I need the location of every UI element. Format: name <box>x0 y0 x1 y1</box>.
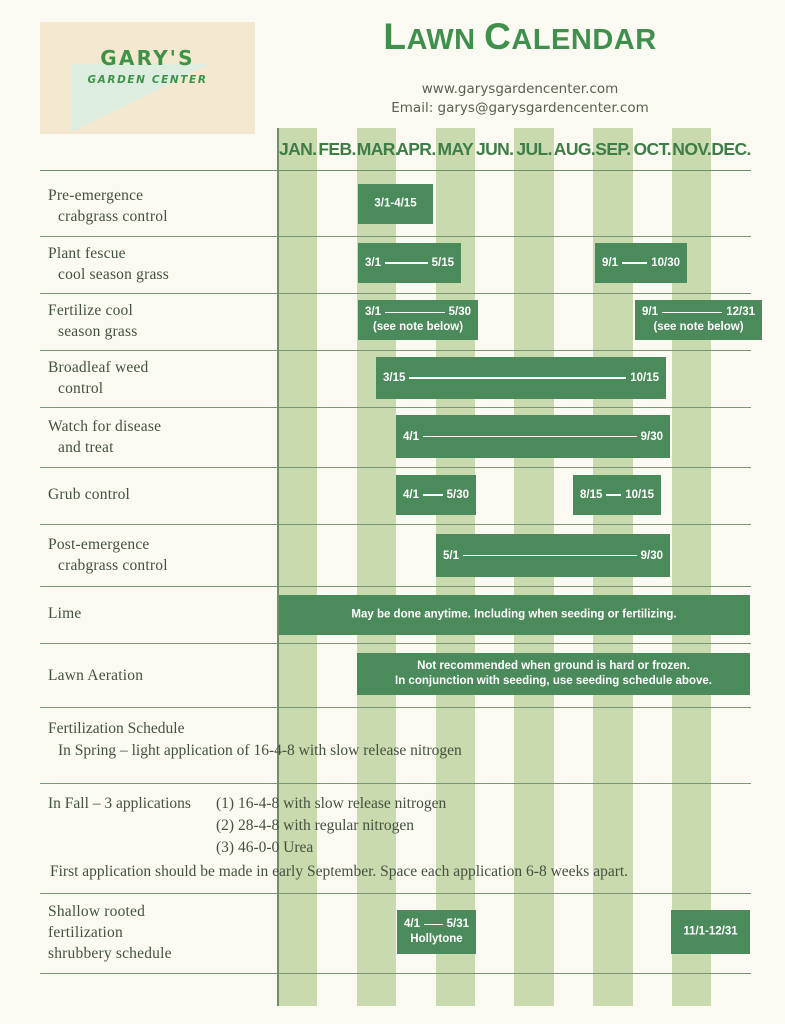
row-divider <box>40 293 751 294</box>
bar-start-date: 4/1 <box>403 489 419 501</box>
schedule-bar <box>358 243 461 283</box>
bar-end-date: 5/30 <box>448 306 471 318</box>
bar-connector-line <box>424 924 443 926</box>
bar-text: 11/1-12/31 <box>683 925 738 938</box>
schedule-bar <box>635 300 762 340</box>
bar-range-with-note <box>635 305 762 335</box>
bar-end-date: 10/15 <box>625 489 654 501</box>
month-label-dec: DEC. <box>711 139 751 159</box>
bar-connector-line <box>385 312 445 314</box>
bar-range-with-note <box>358 305 478 335</box>
row-divider <box>40 783 751 784</box>
bar-start-date: 8/15 <box>580 489 603 501</box>
bar-range <box>358 257 461 269</box>
fall-item-3: (3) 46-0-0 Urea <box>216 839 314 856</box>
bar-range <box>573 489 661 501</box>
bar-start-date: 3/1 <box>365 306 381 318</box>
fertilization-spring-text: In Spring – light application of 16-4-8 with slow release nitrogen <box>58 742 462 759</box>
row-label-line2: crabgrass control <box>58 557 168 574</box>
month-label-aug: AUG. <box>553 139 596 159</box>
page-title: LAWN CALENDAR <box>383 16 657 57</box>
row-divider <box>40 524 751 525</box>
bar-start-date: 9/1 <box>602 257 618 269</box>
row-label-line1: Broadleaf weed <box>48 359 149 376</box>
row-label-line2: control <box>58 380 104 397</box>
schedule-bar <box>396 475 476 515</box>
logo <box>40 22 255 134</box>
bar-connector-line <box>423 436 637 438</box>
month-label-jul: JUL. <box>516 139 552 159</box>
bar-end-date: 5/15 <box>431 257 454 269</box>
month-label-feb: FEB. <box>318 139 356 159</box>
table-row-plant-fescue <box>40 236 751 293</box>
table-row-fertilize-cool <box>40 293 755 350</box>
bar-start-date: 4/1 <box>403 430 419 443</box>
row-label-line1: Lime <box>48 605 82 622</box>
bar-start-date: 3/15 <box>383 372 406 384</box>
schedule-bar <box>397 910 476 954</box>
table-row-post-emergence <box>40 524 751 586</box>
bar-connector-line <box>662 312 722 314</box>
bar-range <box>376 372 666 384</box>
schedule-bar <box>396 415 670 458</box>
bar-note: Hollytone <box>410 933 463 945</box>
row-label <box>48 357 149 399</box>
bar-range <box>358 305 478 320</box>
row-divider <box>40 350 751 351</box>
fall-heading: In Fall – 3 applications <box>48 795 191 812</box>
row-label <box>48 603 82 624</box>
table-row-grub-control <box>40 467 751 524</box>
bar-text: May be done anytime. Including when seeding or fertilizing. <box>351 608 677 621</box>
month-label-jun: JUN. <box>475 139 514 159</box>
bar-connector-line <box>622 262 647 264</box>
row-label-line1: Post-emergence <box>48 536 150 553</box>
fall-item-1: (1) 16-4-8 with slow release nitrogen <box>216 795 447 812</box>
row-label <box>48 243 169 285</box>
bar-start-date: 5/1 <box>443 549 459 562</box>
schedule-bar <box>595 243 687 283</box>
month-label-nov: NOV. <box>672 139 712 159</box>
schedule-bar <box>278 595 750 635</box>
bar-end-date: 5/30 <box>446 489 469 501</box>
fertilization-heading: Fertilization Schedule <box>48 720 185 737</box>
table-row-broadleaf-weed <box>40 350 751 407</box>
row-divider <box>40 467 751 468</box>
bar-note: (see note below) <box>653 321 744 333</box>
row-divider <box>40 643 751 644</box>
row-label <box>48 484 130 505</box>
schedule-bar <box>358 300 478 340</box>
bar-range <box>635 305 762 320</box>
email-text: Email: garys@garysgardencenter.com <box>391 100 649 116</box>
table-row-lime <box>40 586 751 643</box>
header-divider <box>40 170 751 171</box>
month-label-jan: JAN. <box>278 139 317 159</box>
bar-text: 3/1-4/15 <box>374 197 417 210</box>
logo-company-subtitle: GARDEN CENTER <box>87 74 208 86</box>
row-divider <box>40 893 751 894</box>
table-row-watch-disease <box>40 407 751 467</box>
row-label <box>48 185 168 227</box>
table-row-lawn-aeration <box>40 643 751 707</box>
contact-info <box>270 80 770 118</box>
row-divider <box>40 707 751 708</box>
bar-start-date: 3/1 <box>365 257 381 269</box>
schedule-bar <box>358 184 433 224</box>
bar-note: (see note below) <box>372 321 464 333</box>
row-label <box>48 901 172 964</box>
bar-range <box>396 489 476 501</box>
bar-range <box>396 431 670 443</box>
month-label-apr: APR. <box>396 139 436 159</box>
schedule-bar <box>573 475 661 515</box>
bar-end-date: 12/31 <box>726 306 755 318</box>
bar-end-date: 5/31 <box>446 918 469 930</box>
bar-text-line2: In conjunction with seeding, use seeding schedule above. <box>395 675 712 687</box>
schedule-bar <box>357 653 750 695</box>
bar-end-date: 9/30 <box>640 549 663 562</box>
bar-start-date: 9/1 <box>642 306 658 318</box>
table-row-shrubbery-schedule <box>40 893 751 973</box>
fall-footer-note: First application should be made in early September. Space each application 6-8 weeks apart. <box>50 863 629 880</box>
bar-connector-line <box>385 262 428 264</box>
month-label-sep: SEP. <box>595 139 631 159</box>
row-label-line1: Watch for disease <box>48 418 162 435</box>
bar-connector-line <box>409 377 626 379</box>
month-header-row <box>278 136 751 166</box>
row-label-line1: Grub control <box>48 486 131 503</box>
row-divider <box>40 407 751 408</box>
row-divider <box>40 973 751 974</box>
schedule-bar <box>671 910 750 954</box>
website-text: www.garysgardencenter.com <box>421 81 619 97</box>
table-row-pre-emergence <box>40 173 751 236</box>
row-label <box>48 300 137 342</box>
bar-end-date: 10/30 <box>651 257 680 269</box>
row-label-line2: cool season grass <box>58 266 170 283</box>
row-label-line1: Fertilize cool <box>48 302 134 319</box>
row-label-line1: Pre-emergence <box>48 187 144 204</box>
bar-start-date: 4/1 <box>404 918 420 930</box>
schedule-bar <box>436 534 670 577</box>
row-label-line2: and treat <box>58 439 114 456</box>
row-label <box>48 665 143 686</box>
row-divider <box>40 236 751 237</box>
row-label-line2: season grass <box>58 323 138 340</box>
row-label <box>48 534 168 576</box>
bar-text-line1: Not recommended when ground is hard or frozen. <box>417 660 690 672</box>
row-label <box>48 416 161 458</box>
bar-range-with-note <box>397 917 476 947</box>
bar-range <box>436 550 670 562</box>
fall-item-2: (2) 28-4-8 with regular nitrogen <box>216 817 414 834</box>
bar-connector-line <box>423 494 443 496</box>
bar-text-block <box>357 659 750 689</box>
row-label-line1: Plant fescue <box>48 245 126 262</box>
row-divider <box>40 586 751 587</box>
logo-company-name: GARY'S <box>100 46 195 70</box>
bottom-divider <box>40 973 751 975</box>
month-label-mar: MAR. <box>356 139 400 159</box>
schedule-bar <box>376 357 666 399</box>
row-label-line3: shrubbery schedule <box>48 945 172 962</box>
bar-range <box>595 257 687 269</box>
row-label-line2: crabgrass control <box>58 208 168 225</box>
bar-end-date: 10/15 <box>630 372 659 384</box>
bar-range <box>397 917 476 932</box>
bar-connector-line <box>606 494 621 496</box>
bar-end-date: 9/30 <box>640 430 663 443</box>
row-label-line1: Lawn Aeration <box>48 667 144 684</box>
month-label-oct: OCT. <box>633 139 672 159</box>
bar-connector-line <box>463 555 637 557</box>
row-label-line1: Shallow rooted <box>48 903 146 920</box>
row-label-line2: fertilization <box>48 924 123 941</box>
month-label-may: MAY <box>437 139 474 159</box>
